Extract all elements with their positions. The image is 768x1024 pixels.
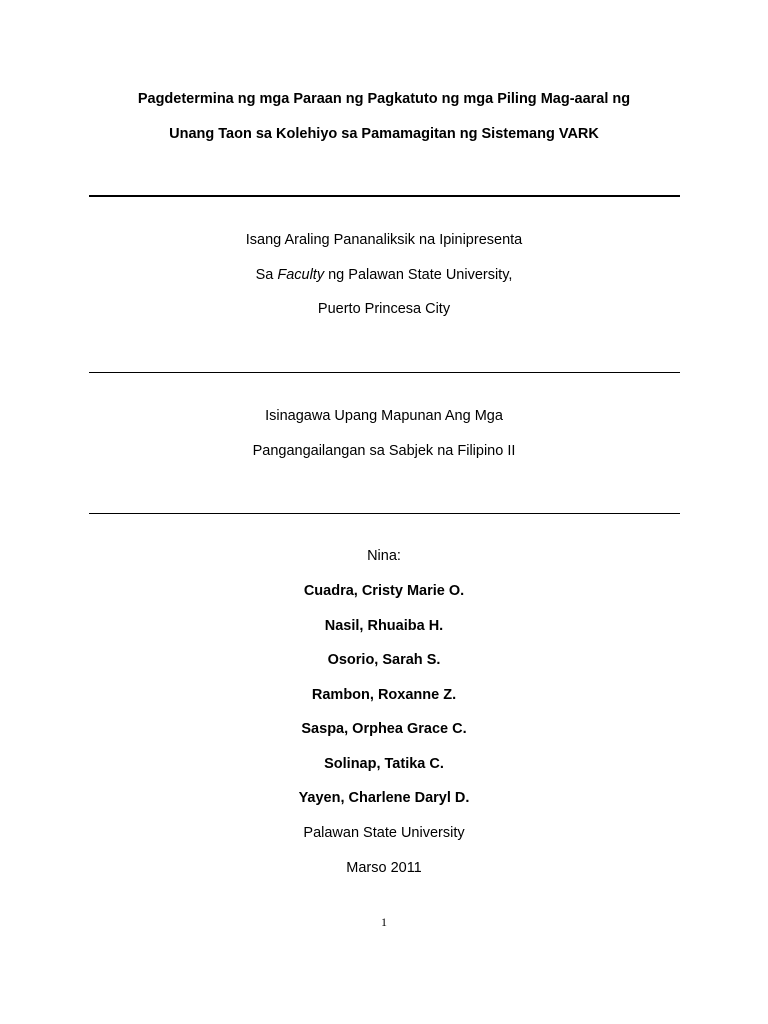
author-name: Saspa, Orphea Grace C.: [301, 721, 467, 737]
presentation-line-2-prefix: Sa: [255, 267, 278, 283]
author-name: Osorio, Sarah S.: [327, 652, 441, 668]
institution: Palawan State University: [303, 825, 465, 841]
presentation-line-1: Isang Araling Pananaliksik na Ipinipresenta: [245, 232, 523, 248]
author-name: Rambon, Roxanne Z.: [311, 687, 457, 703]
date: Marso 2011: [346, 860, 422, 876]
document-title-line-2: Unang Taon sa Kolehiyo sa Pamamagitan ng Sistemang VARK: [169, 126, 599, 142]
purpose-line-1: Isinagawa Upang Mapunan Ang Mga: [265, 408, 503, 424]
presentation-line-2: [0, 266, 768, 284]
divider-3: [89, 513, 680, 514]
author-name: Yayen, Charlene Daryl D.: [298, 790, 470, 806]
author-name: Cuadra, Cristy Marie O.: [303, 583, 465, 599]
presentation-line-2-italic: Faculty: [277, 267, 325, 283]
page-number: 1: [381, 915, 387, 929]
document-title-line-1: Pagdetermina ng mga Paraan ng Pagkatuto ng mga Piling Mag-aaral ng: [137, 91, 631, 107]
purpose-line-2: Pangangailangan sa Sabjek na Filipino II: [252, 443, 516, 459]
presentation-line-2-suffix: ng Palawan State University,: [324, 267, 513, 283]
author-name: Solinap, Tatika C.: [324, 756, 444, 772]
divider-2: [89, 372, 680, 373]
author-name: Nasil, Rhuaiba H.: [324, 618, 444, 634]
authors-label: Nina:: [367, 548, 401, 564]
divider-1: [89, 195, 680, 197]
presentation-line-3: Puerto Princesa City: [317, 301, 451, 317]
